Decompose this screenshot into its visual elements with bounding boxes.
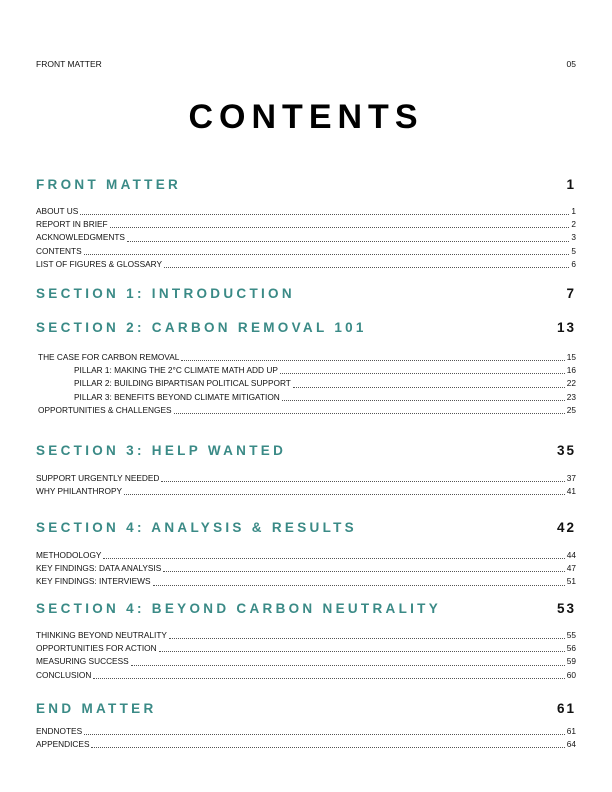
- toc-entry-page: 1: [571, 206, 576, 216]
- toc-entry-page: 41: [566, 486, 576, 497]
- toc-entry-opportunities-challenges[interactable]: [36, 404, 576, 417]
- toc-entry-interviews[interactable]: [36, 575, 576, 588]
- toc-entry-page: 25: [566, 404, 576, 415]
- dot-leader: [84, 733, 565, 735]
- section-title: SECTION 3: HELP WANTED: [36, 442, 287, 458]
- dot-leader: [161, 480, 564, 482]
- toc-entry-data-analysis[interactable]: [36, 562, 576, 575]
- dot-leader: [110, 226, 570, 228]
- toc-entry-label: ABOUT US: [36, 206, 79, 216]
- toc-entry-page: 3: [571, 232, 576, 243]
- dot-leader: [91, 746, 564, 748]
- dot-leader: [164, 266, 569, 268]
- toc-entry-pillar-3[interactable]: [36, 391, 576, 404]
- running-header-page-number: 05: [566, 59, 576, 69]
- section-title: SECTION 2: CARBON REMOVAL 101: [36, 319, 367, 335]
- toc-entry-page: 22: [566, 378, 576, 389]
- section-page-number: 61: [556, 700, 576, 716]
- section-heading-help-wanted[interactable]: [36, 441, 576, 459]
- toc-entry-label: REPORT IN BRIEF: [36, 219, 108, 230]
- analysis-results-entries: [36, 549, 576, 589]
- toc-entry-conclusion[interactable]: [36, 669, 576, 682]
- dot-leader: [80, 213, 569, 215]
- section-title: SECTION 1: INTRODUCTION: [36, 285, 295, 301]
- dot-leader: [93, 677, 564, 679]
- section-page-number: 42: [556, 519, 576, 535]
- toc-entry-label: APPENDICES: [36, 739, 90, 750]
- toc-entry-label: CONCLUSION: [36, 669, 92, 680]
- toc-entry-acknowledgments[interactable]: [36, 231, 576, 244]
- toc-entry-label: WHY PHILANTHROPY: [36, 486, 123, 497]
- dot-leader: [169, 637, 565, 639]
- toc-entry-appendices[interactable]: [36, 738, 576, 751]
- dot-leader: [163, 570, 565, 572]
- toc-entry-page: 55: [566, 630, 576, 640]
- section-page-number: 35: [556, 442, 576, 458]
- toc-entry-page: 16: [566, 365, 576, 376]
- dot-leader: [124, 493, 565, 495]
- toc-entry-label: THE CASE FOR CARBON REMOVAL: [38, 352, 180, 362]
- toc-entry-report-in-brief[interactable]: [36, 218, 576, 231]
- section-page-number: 13: [556, 319, 576, 335]
- toc-entry-label: ACKNOWLEDGMENTS: [36, 232, 125, 243]
- section-page-number: 7: [566, 285, 576, 301]
- toc-entry-opportunities-for-action[interactable]: [36, 642, 576, 655]
- toc-entry-about-us[interactable]: [36, 205, 576, 218]
- section-heading-introduction[interactable]: [36, 284, 576, 302]
- section-title: SECTION 4: BEYOND CARBON NEUTRALITY: [36, 600, 442, 616]
- toc-entry-page: 37: [566, 473, 576, 483]
- toc-entry-list-of-figures[interactable]: [36, 258, 576, 271]
- dot-leader: [127, 240, 569, 242]
- toc-entry-label: MEASURING SUCCESS: [36, 656, 129, 667]
- section-heading-carbon-removal-101[interactable]: [36, 318, 576, 336]
- toc-entry-label: LIST OF FIGURES & GLOSSARY: [36, 258, 163, 269]
- page-title: CONTENTS: [188, 98, 424, 136]
- toc-entry-label: OPPORTUNITIES FOR ACTION: [36, 643, 157, 654]
- section-heading-front-matter[interactable]: [36, 175, 576, 193]
- toc-entry-label: OPPORTUNITIES & CHALLENGES: [38, 404, 172, 415]
- toc-entry-endnotes[interactable]: [36, 725, 576, 738]
- toc-entry-measuring-success[interactable]: [36, 655, 576, 668]
- toc-entry-contents[interactable]: [36, 245, 576, 258]
- toc-entry-page: 61: [566, 726, 576, 736]
- dot-leader: [131, 664, 565, 666]
- toc-entry-pillar-1[interactable]: [36, 364, 576, 377]
- toc-entry-page: 23: [566, 391, 576, 402]
- toc-entry-page: 6: [571, 258, 576, 269]
- section-page-number: 53: [556, 600, 576, 616]
- toc-entry-page: 5: [571, 245, 576, 256]
- dot-leader: [84, 253, 570, 255]
- toc-entry-page: 56: [566, 643, 576, 654]
- toc-entry-page: 64: [566, 739, 576, 750]
- toc-entry-label: PILLAR 2: BUILDING BIPARTISAN POLITICAL SUPPORT: [74, 378, 291, 389]
- toc-entry-why-philanthropy[interactable]: [36, 485, 576, 498]
- section-title: END MATTER: [36, 700, 157, 716]
- dot-leader: [181, 359, 564, 361]
- help-wanted-entries: [36, 472, 576, 498]
- dot-leader: [280, 372, 565, 374]
- toc-entry-page: 51: [566, 576, 576, 587]
- dot-leader: [153, 584, 565, 586]
- front-matter-entries: [36, 205, 576, 271]
- toc-entry-thinking-beyond-neutrality[interactable]: [36, 629, 576, 642]
- toc-entry-page: 2: [571, 219, 576, 230]
- toc-entry-page: 59: [566, 656, 576, 667]
- section-heading-analysis-results[interactable]: [36, 518, 576, 536]
- carbon-removal-entries: [36, 351, 576, 417]
- end-matter-entries: [36, 725, 576, 751]
- toc-entry-label: PILLAR 1: MAKING THE 2°C CLIMATE MATH ADD UP: [74, 365, 278, 376]
- beyond-neutrality-entries: [36, 629, 576, 682]
- toc-entry-page: 44: [566, 550, 576, 560]
- toc-entry-methodology[interactable]: [36, 549, 576, 562]
- toc-entry-pillar-2[interactable]: [36, 377, 576, 390]
- dot-leader: [174, 412, 565, 414]
- dot-leader: [282, 399, 565, 401]
- section-page-number: 1: [566, 176, 576, 192]
- section-title: SECTION 4: ANALYSIS & RESULTS: [36, 519, 357, 535]
- toc-entry-page: 15: [566, 352, 576, 362]
- toc-entry-label: SUPPORT URGENTLY NEEDED: [36, 473, 160, 483]
- toc-entry-label: THINKING BEYOND NEUTRALITY: [36, 630, 167, 640]
- toc-entry-page: 47: [566, 563, 576, 574]
- toc-entry-label: KEY FINDINGS: DATA ANALYSIS: [36, 563, 162, 574]
- dot-leader: [293, 386, 565, 388]
- section-heading-beyond-carbon-neutrality[interactable]: [36, 599, 576, 617]
- toc-entry-label: KEY FINDINGS: INTERVIEWS: [36, 576, 151, 587]
- running-header-title: FRONT MATTER: [36, 59, 102, 69]
- toc-entry-support-urgently-needed[interactable]: [36, 472, 576, 485]
- toc-entry-page: 60: [566, 669, 576, 680]
- toc-entry-label: CONTENTS: [36, 245, 82, 256]
- toc-entry-label: PILLAR 3: BENEFITS BEYOND CLIMATE MITIGATION: [74, 391, 280, 402]
- section-title: FRONT MATTER: [36, 176, 182, 192]
- section-heading-end-matter[interactable]: [36, 699, 576, 717]
- toc-entry-case-for-carbon-removal[interactable]: [36, 351, 576, 364]
- toc-entry-label: ENDNOTES: [36, 726, 83, 736]
- dot-leader: [103, 557, 564, 559]
- toc-entry-label: METHODOLOGY: [36, 550, 102, 560]
- dot-leader: [159, 650, 565, 652]
